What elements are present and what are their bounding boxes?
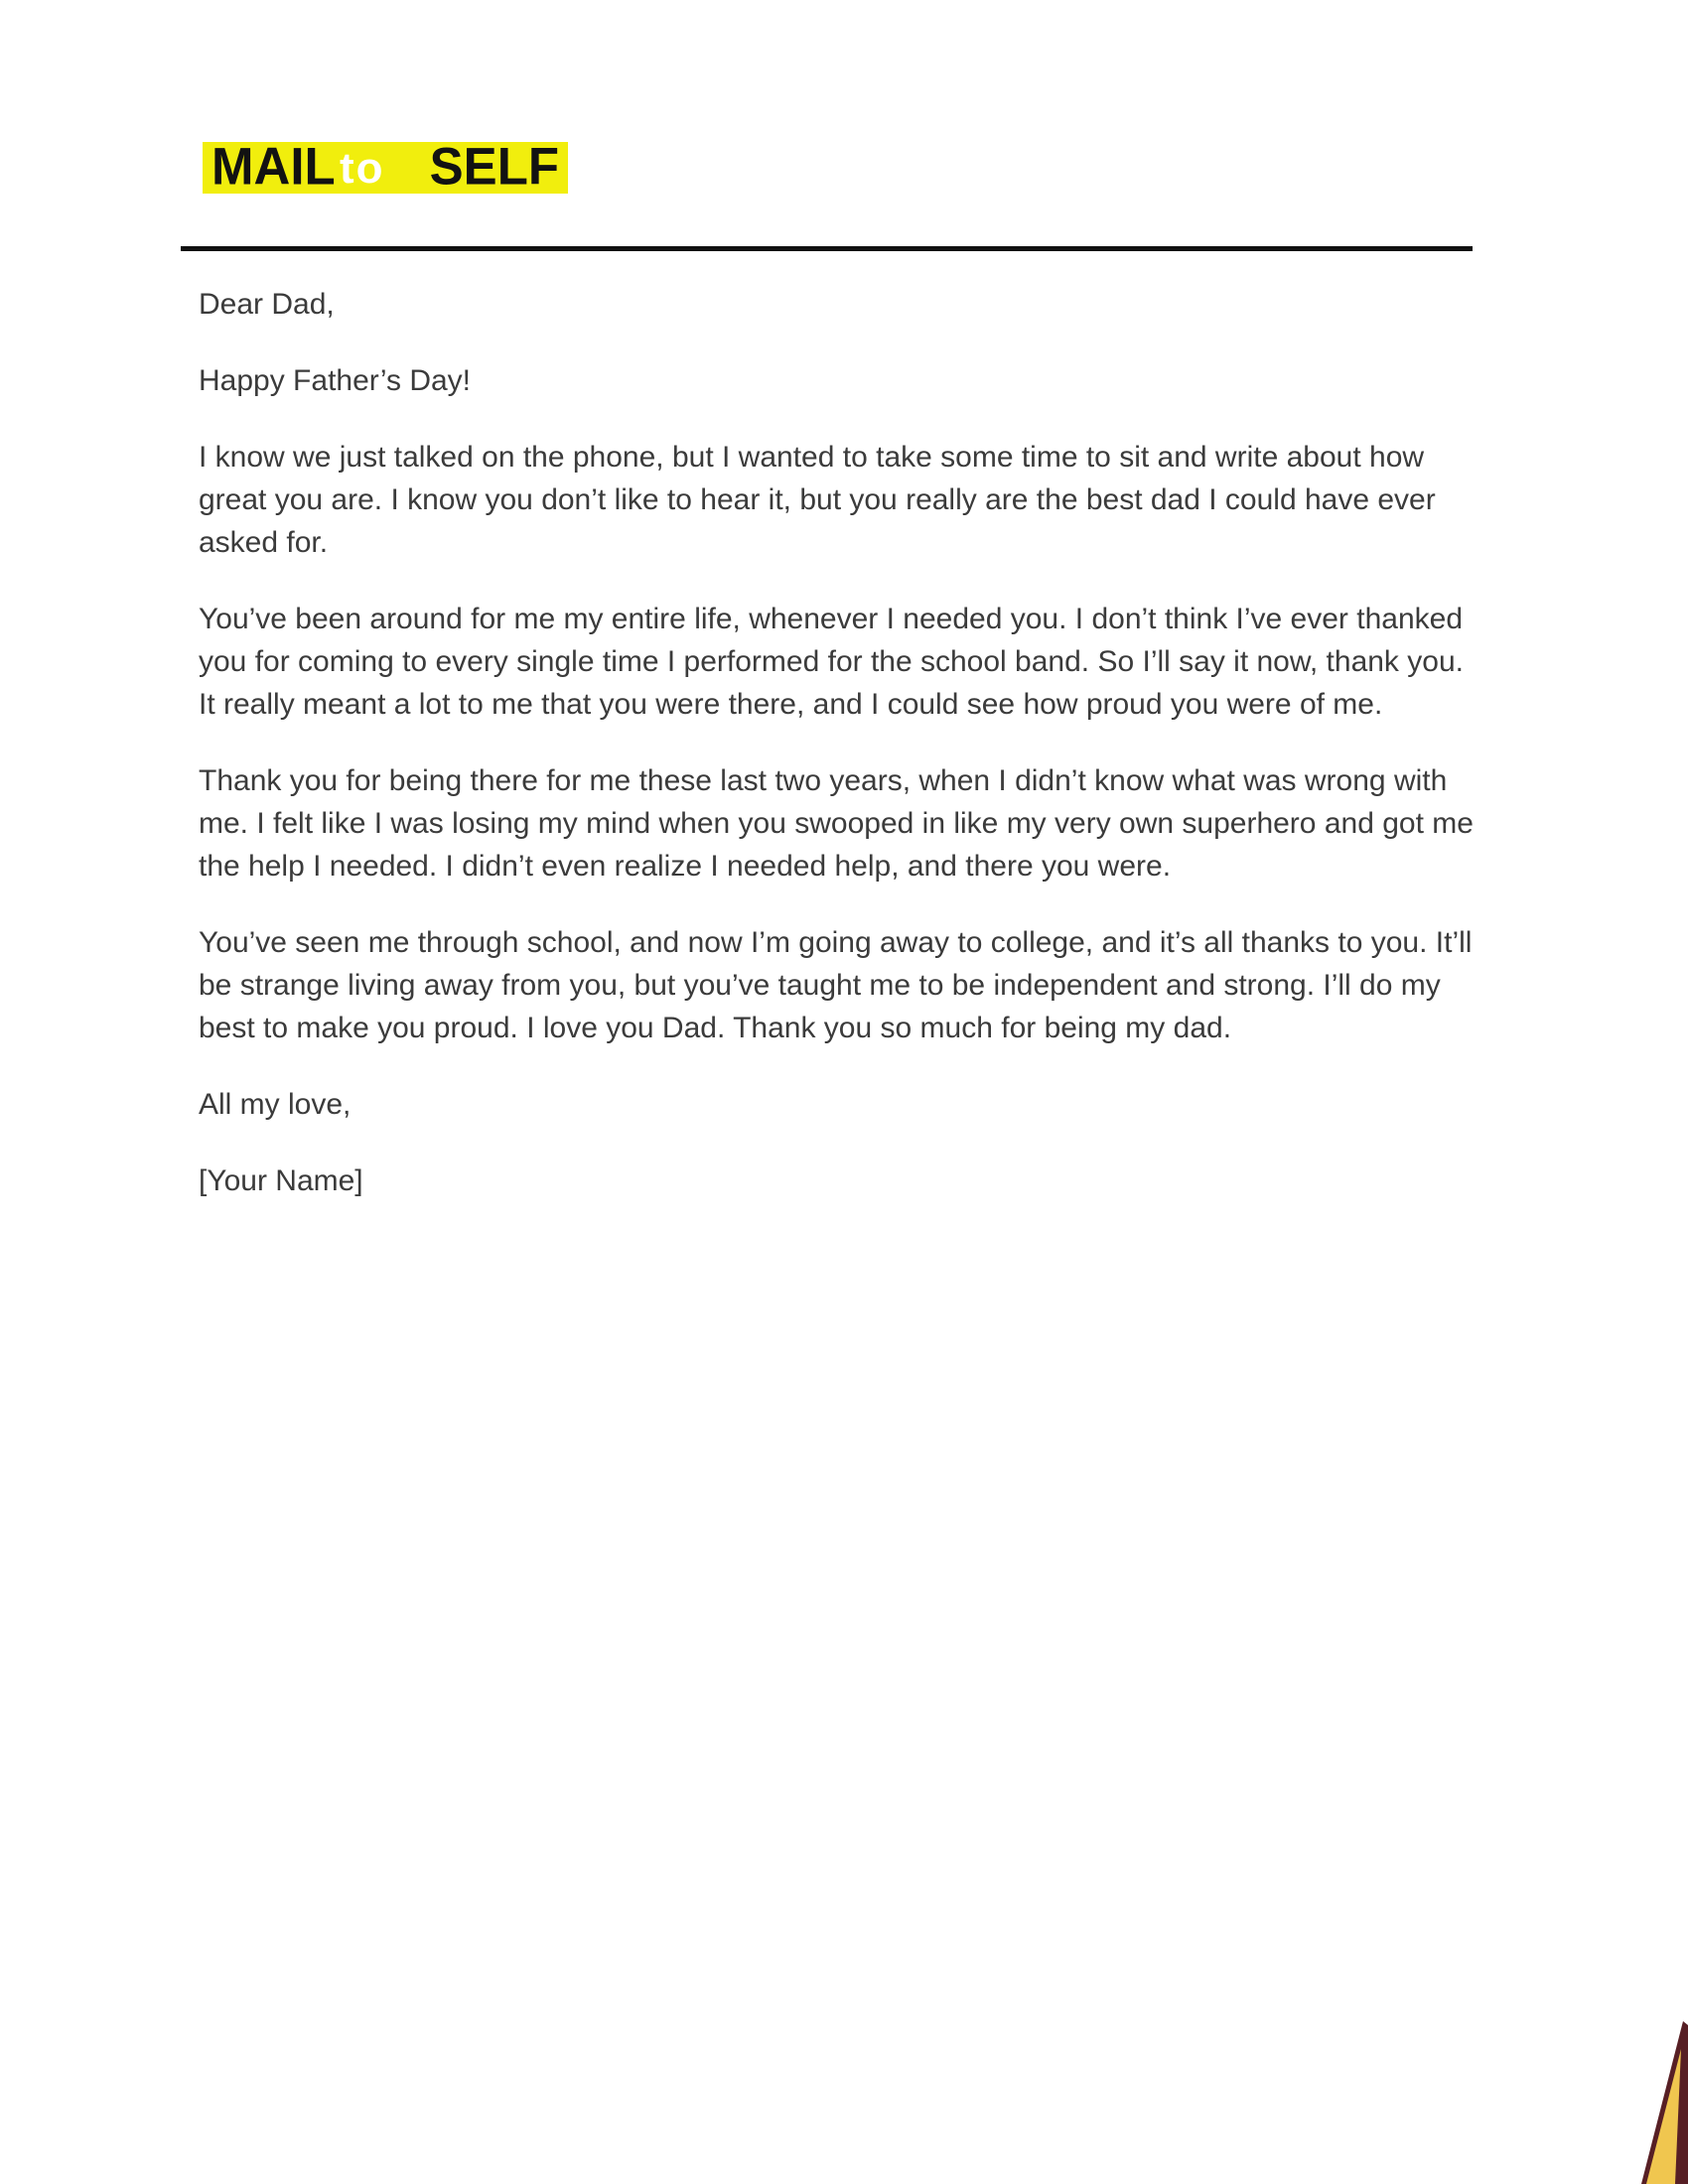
logo-text-self: SELF [429, 136, 559, 197]
letter-paragraph: Thank you for being there for me these last two years, when I didn’t know what was wrong with me. I felt like I was losing my mind when you swooped in like my very own superhero and got me the help I needed. I didn’t even realize I needed help, and there you were. [199, 764, 1474, 883]
closing-line: All my love, [199, 1088, 352, 1121]
logo-text-to: to [340, 144, 385, 193]
mail-to-self-logo [203, 136, 568, 197]
header-divider [181, 246, 1473, 251]
salutation: Dear Dad, [199, 288, 335, 321]
signature-placeholder: [Your Name] [199, 1164, 363, 1197]
opening-line: Happy Father’s Day! [199, 364, 472, 397]
letter-paragraph: You’ve seen me through school, and now I’m going away to college, and it’s all thanks to you. It’ll be strange living away from you, but you’ve taught me to be independent and strong. I’ll do my best to make you proud. I love you Dad. Thank you so much for being my dad. [199, 926, 1473, 1044]
letter-paragraph: You’ve been around for me my entire life, whenever I needed you. I don’t think I’ve ever thanked you for coming to every single time I performed for the school band. So I’ll say it now, thank you. It really meant a lot to me that you were there, and I could see how proud you were of me. [199, 603, 1464, 721]
letter-body [199, 283, 1481, 1236]
logo-text-mail: MAIL [211, 136, 336, 197]
letter-paragraph: I know we just talked on the phone, but I wanted to take some time to sit and write about how great you are. I know you don’t like to hear it, but you really are the best dad I could have ever asked for. [199, 441, 1436, 559]
corner-ribbon-decoration [1628, 2015, 1688, 2184]
